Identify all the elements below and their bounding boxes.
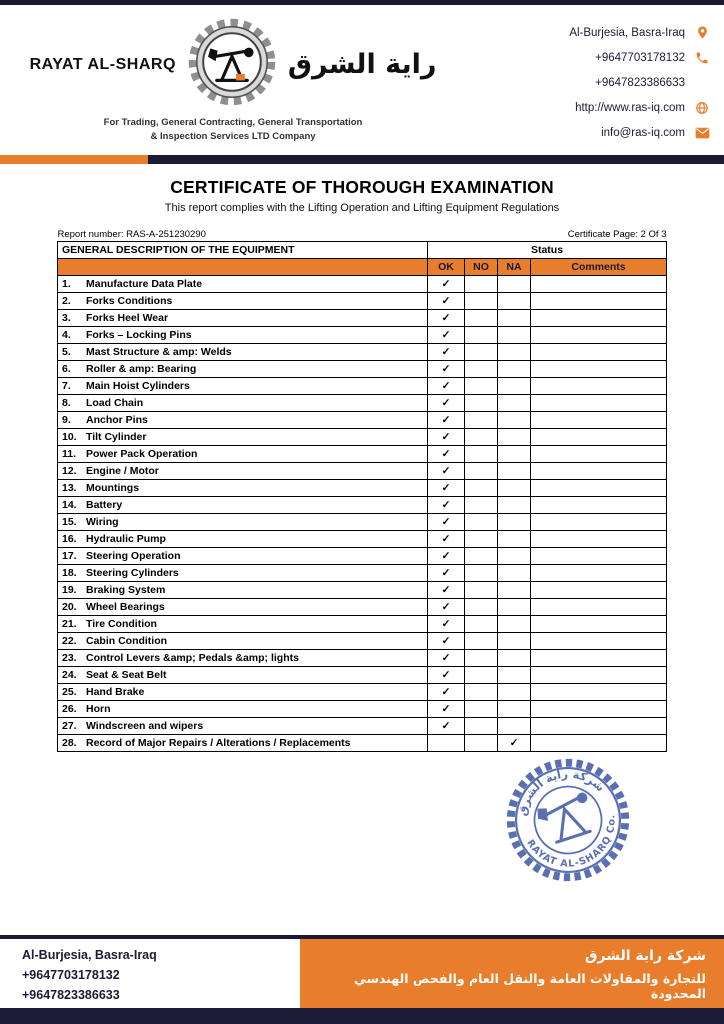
contact-text: Al-Burjesia, Basra-Iraq <box>569 26 685 39</box>
column-header-comments: Comments <box>530 259 666 276</box>
status-cell-ok: ✓ <box>427 701 464 718</box>
equipment-table-body <box>57 276 666 752</box>
status-cell-na <box>497 565 530 582</box>
status-cell-no <box>464 344 497 361</box>
equipment-label: 3. Forks Heel Wear <box>57 310 427 327</box>
table-row <box>57 633 666 650</box>
equipment-label: 26. Horn <box>57 701 427 718</box>
equipment-label: 27. Windscreen and wipers <box>57 718 427 735</box>
table-row <box>57 276 666 293</box>
status-cell-no <box>464 463 497 480</box>
stamp-text-english: RAYAT AL-SHARQ Co. <box>524 813 618 870</box>
status-cell-na <box>497 378 530 395</box>
status-cell-no <box>464 378 497 395</box>
status-cell-na <box>497 718 530 735</box>
comment-cell <box>530 361 666 378</box>
status-cell-na <box>497 310 530 327</box>
equipment-label: 4. Forks – Locking Pins <box>57 327 427 344</box>
contact-text: http://www.ras-iq.com <box>575 101 685 114</box>
status-cell-no <box>464 718 497 735</box>
status-cell-no <box>464 633 497 650</box>
status-cell-na <box>497 582 530 599</box>
comment-cell <box>530 718 666 735</box>
comment-cell <box>530 429 666 446</box>
table-row <box>57 548 666 565</box>
footer-company-ar: شركة راية الشرق <box>585 948 706 964</box>
status-cell-ok: ✓ <box>427 633 464 650</box>
comment-cell <box>530 582 666 599</box>
status-cell-na <box>497 531 530 548</box>
company-name-ar: راية الشرق <box>287 49 437 80</box>
table-row <box>57 735 666 752</box>
table-row <box>57 361 666 378</box>
comment-cell <box>530 565 666 582</box>
status-cell-ok: ✓ <box>427 293 464 310</box>
equipment-label: 18. Steering Cylinders <box>57 565 427 582</box>
status-cell-na <box>497 701 530 718</box>
comment-cell <box>530 650 666 667</box>
page-subtitle: This report complies with the Lifting Operation and Lifting Equipment Regulations <box>164 202 560 214</box>
status-cell-no <box>464 735 497 752</box>
footer-bottom-bar <box>0 1008 724 1024</box>
comment-cell <box>530 497 666 514</box>
status-cell-na <box>497 616 530 633</box>
status-cell-no <box>464 565 497 582</box>
comment-cell <box>530 310 666 327</box>
table-row <box>57 565 666 582</box>
divider-bar <box>0 155 724 164</box>
table-row <box>57 616 666 633</box>
status-cell-ok: ✓ <box>427 463 464 480</box>
status-cell-na <box>497 684 530 701</box>
gear-pumpjack-logo-icon <box>188 18 276 111</box>
table-row <box>57 446 666 463</box>
status-cell-no <box>464 497 497 514</box>
status-cell-no <box>464 293 497 310</box>
company-name-en: RAYAT AL-SHARQ <box>29 55 176 73</box>
comment-cell <box>530 531 666 548</box>
status-cell-no <box>464 650 497 667</box>
contact-block <box>569 18 710 150</box>
column-header-na: NA <box>497 259 530 276</box>
footer-description-ar: للتجارة والمقاولات العامة والنقل العام والفحص الهندسي المحدودة <box>354 971 706 1001</box>
table-row <box>57 395 666 412</box>
equipment-label: 21. Tire Condition <box>57 616 427 633</box>
status-cell-no <box>464 327 497 344</box>
company-logo <box>29 18 437 150</box>
status-cell-no <box>464 446 497 463</box>
table-row <box>57 531 666 548</box>
equipment-label: 20. Wheel Bearings <box>57 599 427 616</box>
subheader-empty-cell <box>57 259 427 276</box>
table-row <box>57 412 666 429</box>
equipment-label: 6. Roller & amp: Bearing <box>57 361 427 378</box>
column-header-ok: OK <box>427 259 464 276</box>
status-cell-na <box>497 514 530 531</box>
equipment-table <box>57 241 667 752</box>
comment-cell <box>530 548 666 565</box>
status-cell-na: ✓ <box>497 735 530 752</box>
status-cell-ok: ✓ <box>427 667 464 684</box>
status-cell-ok: ✓ <box>427 548 464 565</box>
equipment-label: 16. Hydraulic Pump <box>57 531 427 548</box>
footer-phone-2: +9647823386633 <box>22 988 120 1002</box>
table-row <box>57 514 666 531</box>
equipment-label: 24. Seat & Seat Belt <box>57 667 427 684</box>
equipment-label: 7. Main Hoist Cylinders <box>57 378 427 395</box>
globe-icon <box>694 100 710 115</box>
comment-cell <box>530 616 666 633</box>
contact-line <box>569 100 710 115</box>
status-cell-na <box>497 667 530 684</box>
table-row <box>57 344 666 361</box>
status-cell-ok: ✓ <box>427 531 464 548</box>
tagline-line-1: For Trading, General Contracting, General Transportation <box>103 117 363 128</box>
comment-cell <box>530 684 666 701</box>
status-cell-ok: ✓ <box>427 684 464 701</box>
contact-line <box>569 50 710 65</box>
table-row <box>57 718 666 735</box>
status-cell-na <box>497 463 530 480</box>
comment-cell <box>530 276 666 293</box>
comment-cell <box>530 378 666 395</box>
icon-spacer <box>694 75 710 90</box>
status-cell-ok: ✓ <box>427 429 464 446</box>
status-cell-ok: ✓ <box>427 310 464 327</box>
status-cell-ok: ✓ <box>427 361 464 378</box>
status-cell-ok: ✓ <box>427 616 464 633</box>
status-cell-no <box>464 361 497 378</box>
company-tagline <box>38 116 428 145</box>
mail-icon <box>694 125 710 140</box>
status-cell-no <box>464 310 497 327</box>
contact-line <box>569 25 710 40</box>
status-cell-na <box>497 327 530 344</box>
certificate-body <box>0 177 724 870</box>
table-header-status: Status <box>427 242 666 259</box>
status-cell-ok: ✓ <box>427 565 464 582</box>
status-cell-na <box>497 276 530 293</box>
equipment-label: 17. Steering Operation <box>57 548 427 565</box>
comment-cell <box>530 327 666 344</box>
status-cell-na <box>497 361 530 378</box>
status-cell-ok: ✓ <box>427 276 464 293</box>
status-cell-na <box>497 480 530 497</box>
status-cell-ok: ✓ <box>427 446 464 463</box>
status-cell-na <box>497 446 530 463</box>
equipment-label: 8. Load Chain <box>57 395 427 412</box>
status-cell-na <box>497 599 530 616</box>
status-cell-no <box>464 616 497 633</box>
status-cell-no <box>464 514 497 531</box>
table-row <box>57 684 666 701</box>
letterhead <box>0 5 724 150</box>
equipment-label: 1. Manufacture Data Plate <box>57 276 427 293</box>
tagline-line-2: & Inspection Services LTD Company <box>150 131 316 143</box>
equipment-label: 12. Engine / Motor <box>57 463 427 480</box>
status-cell-no <box>464 582 497 599</box>
equipment-label: 14. Battery <box>57 497 427 514</box>
comment-cell <box>530 633 666 650</box>
status-cell-no <box>464 548 497 565</box>
status-cell-ok: ✓ <box>427 412 464 429</box>
equipment-label: 9. Anchor Pins <box>57 412 427 429</box>
equipment-label: 11. Power Pack Operation <box>57 446 427 463</box>
column-header-no: NO <box>464 259 497 276</box>
table-row <box>57 497 666 514</box>
contact-text: info@ras-iq.com <box>601 126 685 139</box>
equipment-label: 25. Hand Brake <box>57 684 427 701</box>
comment-cell <box>530 701 666 718</box>
status-cell-no <box>464 599 497 616</box>
status-cell-na <box>497 650 530 667</box>
status-cell-na <box>497 412 530 429</box>
table-row <box>57 293 666 310</box>
certificate-meta <box>58 229 667 240</box>
table-row <box>57 582 666 599</box>
report-number: Report number: RAS-A-251230290 <box>57 229 206 240</box>
table-row <box>57 429 666 446</box>
comment-cell <box>530 735 666 752</box>
table-row <box>57 327 666 344</box>
contact-line <box>569 125 710 140</box>
status-cell-ok: ✓ <box>427 480 464 497</box>
footer-address: Al-Burjesia, Basra-Iraq <box>22 948 157 962</box>
status-cell-ok: ✓ <box>427 718 464 735</box>
equipment-label: 10. Tilt Cylinder <box>57 429 427 446</box>
comment-cell <box>530 446 666 463</box>
footer-contact <box>0 939 300 1008</box>
comment-cell <box>530 480 666 497</box>
status-cell-na <box>497 548 530 565</box>
table-row <box>57 378 666 395</box>
footer-phone-1: +9647703178132 <box>22 968 120 982</box>
table-subheader-row <box>57 259 666 276</box>
status-cell-na <box>497 429 530 446</box>
status-cell-no <box>464 701 497 718</box>
equipment-label: 22. Cabin Condition <box>57 633 427 650</box>
table-row <box>57 650 666 667</box>
page-footer <box>0 935 724 1024</box>
certificate-page-label: Certificate Page: 2 Of 3 <box>567 229 667 240</box>
status-cell-ok: ✓ <box>427 395 464 412</box>
table-header-description: GENERAL DESCRIPTION OF THE EQUIPMENT <box>57 242 427 259</box>
company-stamp <box>502 754 634 886</box>
status-cell-ok: ✓ <box>427 378 464 395</box>
status-cell-ok: ✓ <box>427 582 464 599</box>
status-cell-ok: ✓ <box>427 514 464 531</box>
divider-dark-segment <box>148 155 724 164</box>
status-cell-na <box>497 293 530 310</box>
table-header-row <box>57 242 666 259</box>
status-cell-no <box>464 531 497 548</box>
contact-text: +9647703178132 <box>595 51 685 64</box>
status-cell-na <box>497 395 530 412</box>
comment-cell <box>530 514 666 531</box>
status-cell-no <box>464 667 497 684</box>
divider-orange-segment <box>0 155 148 164</box>
comment-cell <box>530 412 666 429</box>
status-cell-no <box>464 480 497 497</box>
comment-cell <box>530 293 666 310</box>
status-cell-ok: ✓ <box>427 497 464 514</box>
status-cell-ok: ✓ <box>427 344 464 361</box>
stamp-text-arabic: شركة راية الشرق <box>514 766 608 818</box>
footer-arabic <box>300 939 724 1008</box>
equipment-label: 2. Forks Conditions <box>57 293 427 310</box>
table-row <box>57 480 666 497</box>
status-cell-no <box>464 429 497 446</box>
equipment-label: 5. Mast Structure & amp: Welds <box>57 344 427 361</box>
status-cell-ok: ✓ <box>427 327 464 344</box>
status-cell-no <box>464 395 497 412</box>
status-cell-ok: ✓ <box>427 650 464 667</box>
page-title: CERTIFICATE OF THOROUGH EXAMINATION <box>170 177 554 197</box>
status-cell-no <box>464 412 497 429</box>
comment-cell <box>530 599 666 616</box>
table-row <box>57 701 666 718</box>
equipment-label: 23. Control Levers &amp; Pedals &amp; lights <box>57 650 427 667</box>
comment-cell <box>530 395 666 412</box>
status-cell-no <box>464 684 497 701</box>
equipment-label: 13. Mountings <box>57 480 427 497</box>
status-cell-na <box>497 633 530 650</box>
contact-text: +9647823386633 <box>595 76 685 89</box>
status-cell-ok: ✓ <box>427 599 464 616</box>
location-icon <box>694 25 710 40</box>
equipment-label: 15. Wiring <box>57 514 427 531</box>
table-row <box>57 463 666 480</box>
equipment-label: 28. Record of Major Repairs / Alterations / Replacements <box>57 735 427 752</box>
phone-icon <box>694 50 710 65</box>
equipment-label: 19. Braking System <box>57 582 427 599</box>
status-cell-na <box>497 497 530 514</box>
comment-cell <box>530 667 666 684</box>
comment-cell <box>530 463 666 480</box>
stamp-pumpjack-icon <box>543 796 593 843</box>
table-row <box>57 667 666 684</box>
table-row <box>57 310 666 327</box>
contact-line <box>569 75 710 90</box>
status-cell-no <box>464 276 497 293</box>
table-row <box>57 599 666 616</box>
status-cell-ok <box>427 735 464 752</box>
status-cell-na <box>497 344 530 361</box>
comment-cell <box>530 344 666 361</box>
